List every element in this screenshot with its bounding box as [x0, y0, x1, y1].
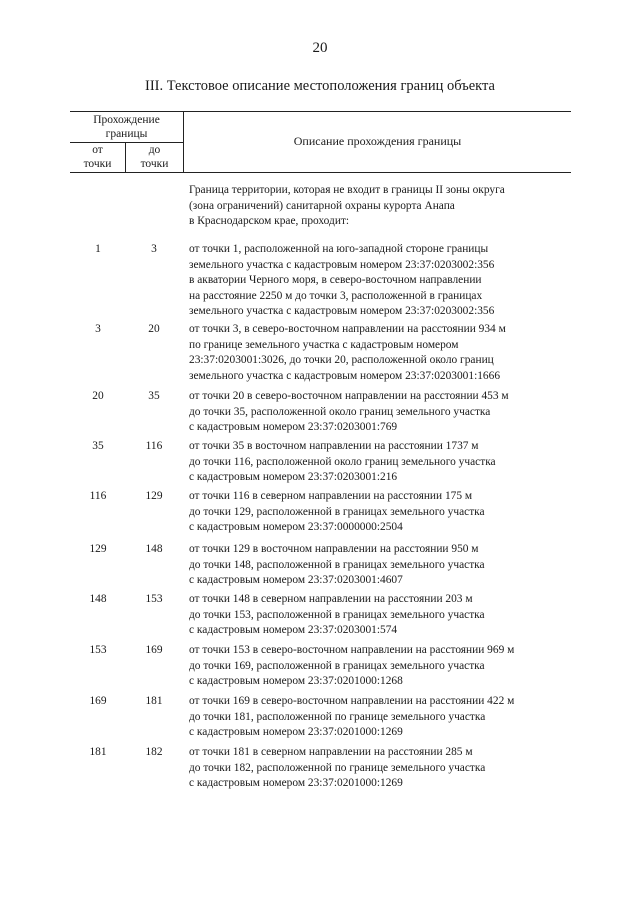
row-description-line: по границе земельного участка с кадастровым номером	[189, 338, 459, 351]
row-to-point: 148	[145, 543, 163, 555]
row-from-point: 3	[95, 323, 101, 335]
row-to-point: 3	[151, 243, 157, 255]
row-from-point: 35	[92, 440, 104, 452]
row-to-point: 116	[145, 440, 163, 452]
row-description-line: с кадастровым номером 23:37:0203001:216	[189, 471, 398, 484]
intro-line: (зона ограничений) санитарной охраны курорта Анапа	[189, 199, 455, 212]
row-from-point: 116	[89, 490, 107, 502]
row-description	[189, 745, 609, 792]
header-description: Описание прохождения границы	[293, 134, 462, 148]
row-description-line: от точки 153 в северо-восточном направлении на расстоянии 969 м	[189, 644, 515, 656]
row-description-line: с кадастровым номером 23:37:0203001:769	[189, 421, 398, 434]
row-to-point: 153	[145, 593, 163, 605]
row-description-line: земельного участка с кадастровым номером 23:37:0203002:356	[189, 258, 495, 271]
row-description-line: с кадастровым номером 23:37:0203001:574	[189, 624, 398, 637]
row-description-line: земельного участка с кадастровым номером 23:37:0203001:1666	[189, 369, 501, 382]
row-description-line: до точки 129, расположенной в границах земельного участка	[189, 505, 485, 518]
row-from-point: 181	[89, 746, 107, 758]
row-description-line: земельного участка с кадастровым номером 23:37:0203002:356	[189, 305, 495, 318]
row-description-line: от точки 1, расположенной на юго-западной стороне границы	[189, 243, 489, 255]
header-passage	[70, 113, 183, 141]
row-to-point: 169	[145, 644, 163, 656]
row-description	[189, 643, 609, 690]
header-from	[70, 143, 125, 171]
row-description-line: до точки 35, расположенной около границ земельного участка	[189, 405, 491, 418]
row-to-point: 20	[148, 323, 160, 335]
header-to	[126, 143, 183, 171]
row-description-line: от точки 20 в северо-восточном направлении на расстоянии 453 м	[189, 390, 509, 402]
table-top-rule	[70, 111, 571, 112]
row-description-line: с кадастровым номером 23:37:0203001:4607	[189, 574, 403, 587]
intro-paragraph	[189, 183, 609, 230]
row-description-line: с кадастровым номером 23:37:0000000:2504	[189, 521, 403, 534]
row-from-point: 129	[89, 543, 107, 555]
row-from-point: 169	[89, 695, 107, 707]
row-description-line: до точки 153, расположенной в границах земельного участка	[189, 608, 485, 621]
row-description-line: до точки 148, расположенной в границах земельного участка	[189, 558, 485, 571]
header-to-line-2: точки	[140, 158, 169, 170]
row-description-line: с кадастровым номером 23:37:0201000:1268	[189, 675, 403, 688]
intro-line: Граница территории, которая не входит в границы II зоны округа	[189, 184, 505, 196]
row-from-point: 1	[95, 243, 101, 255]
row-from-point: 148	[89, 593, 107, 605]
row-description-line: от точки 129 в восточном направлении на расстоянии 950 м	[189, 543, 479, 555]
row-description-line: в акватории Черного моря, в северо-восточном направлении	[189, 274, 482, 287]
row-description	[189, 489, 609, 536]
header-from-line-2: точки	[83, 158, 112, 170]
row-description-line: от точки 181 в северном направлении на расстоянии 285 м	[189, 746, 473, 758]
row-description	[189, 542, 609, 589]
row-description	[189, 439, 609, 486]
row-description	[189, 322, 609, 384]
row-description-line: до точки 169, расположенной в границах земельного участка	[189, 659, 485, 672]
row-description-line: до точки 181, расположенной по границе земельного участка	[189, 710, 486, 723]
row-description-line: 23:37:0203001:3026, до точки 20, расположенной около границ	[189, 354, 494, 367]
header-passage-line-2: границы	[105, 128, 148, 140]
row-description-line: на расстояние 2250 м до точки 3, расположенной в границах	[189, 289, 483, 302]
row-description-line: от точки 116 в северном направлении на расстоянии 175 м	[189, 490, 473, 502]
row-description-line: от точки 148 в северном направлении на расстоянии 203 м	[189, 593, 473, 605]
header-from-line-1: от	[92, 144, 103, 156]
row-description-line: от точки 35 в восточном направлении на расстоянии 1737 м	[189, 440, 479, 452]
row-to-point: 182	[145, 746, 163, 758]
row-to-point: 181	[145, 695, 163, 707]
row-description-line: с кадастровым номером 23:37:0201000:1269	[189, 726, 403, 739]
header-bottom-rule	[70, 172, 571, 173]
intro-line: в Краснодарском крае, проходит:	[189, 215, 350, 228]
row-description	[189, 389, 609, 436]
row-description-line: от точки 169 в северо-восточном направлении на расстоянии 422 м	[189, 695, 515, 707]
row-from-point: 20	[92, 390, 104, 402]
row-description	[189, 592, 609, 639]
row-from-point: 153	[89, 644, 107, 656]
row-to-point: 129	[145, 490, 163, 502]
row-description-line: от точки 3, в северо-восточном направлении на расстоянии 934 м	[189, 323, 506, 335]
row-description-line: до точки 182, расположенной по границе земельного участка	[189, 761, 486, 774]
row-to-point: 35	[148, 390, 160, 402]
row-description-line: до точки 116, расположенной около границ земельного участка	[189, 455, 496, 468]
row-description-line: с кадастровым номером 23:37:0201000:1269	[189, 777, 403, 790]
page-number: 20	[312, 40, 328, 56]
row-description	[189, 242, 609, 320]
row-description	[189, 694, 609, 741]
header-to-line-1: до	[148, 144, 161, 156]
header-passage-line-1: Прохождение	[93, 114, 160, 126]
section-title: III. Текстовое описание местоположения границ объекта	[145, 78, 495, 94]
